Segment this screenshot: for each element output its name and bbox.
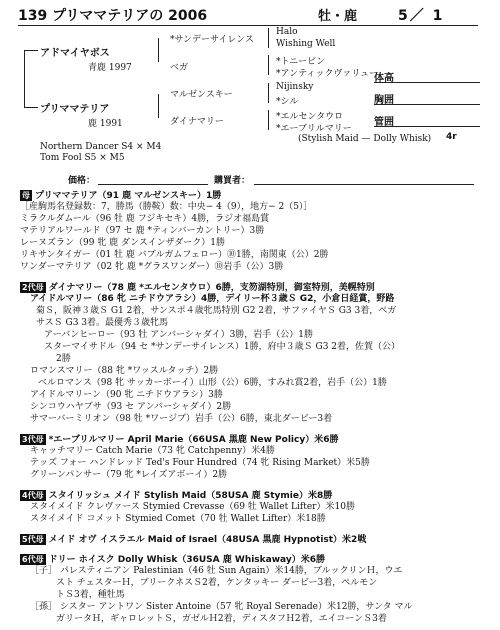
- second-dam-head-text: ダイナマリー（78 鹿 *エルセンタウロ）6勝，支笏湖特別，御室特別，美幌特別: [48, 283, 375, 293]
- fifth-dam-head-text: メイド オヴ イスラエル Maid of Israel（48USA 黒鹿 Hypnotist）米2戦: [48, 535, 367, 545]
- sixth-dam-head: [20, 554, 325, 566]
- ped-ddd: *エーブリルマリー: [276, 124, 352, 134]
- sire-bracket: [158, 38, 159, 62]
- sixth-dam-line: ［孫］ シスター アントワン Sister Antoine（57 牝 Royal Serenade）米12勝，サンタ マル: [30, 602, 413, 612]
- sd-bracket: [268, 55, 269, 75]
- cannon-label: 管囲: [374, 117, 394, 128]
- foaling-date: 5／ 1: [398, 8, 445, 24]
- ped-dss: Nijinsky: [276, 82, 314, 92]
- sixth-dam-line: トＳ3着，種牡馬: [56, 590, 125, 600]
- dam-dam: ダイナマリー: [170, 117, 224, 127]
- dam-line: リキサンタイガー（01 牡 鹿 バブルガムフェロー）⑩1勝，南関東（公）2勝: [20, 250, 329, 260]
- fifth-dam-head: [20, 534, 366, 546]
- section-tag: 4代母: [22, 491, 44, 500]
- second-dam-line: 菊Ｓ，阪神３歳Ｓ G1 2着，サンスポ４歳牝馬特別 G2 2着，サファイヤＳ G3 3着，ペガ: [36, 306, 397, 316]
- header-divider: [18, 25, 478, 26]
- second-dam-line: シンコウハヤブサ（93 セ アンバーシャダイ）2勝: [30, 402, 232, 412]
- chest-label: 胸囲: [374, 95, 394, 106]
- third-dam-line: キャッチマリー Catch Marie（73 牝 Catchpenny）米4勝: [30, 446, 275, 456]
- lot-title: 139 プリママテリアの 2006: [18, 8, 208, 24]
- dd-bracket: [268, 110, 269, 130]
- price-underline: [98, 184, 208, 185]
- second-dam-line: スターマイサドル（94 セ *サンデーサイレンス）1勝，府中３歳Ｓ G3 2着，佐賀（公）: [44, 342, 401, 352]
- second-dam-line: アーバンヒーロー（93 牡 アンバーシャダイ）3勝，岩手（公）1勝: [44, 330, 314, 340]
- section-tag: 3代母: [22, 435, 44, 444]
- buyer-underline: [254, 184, 474, 185]
- section-tag: 2代母: [22, 283, 44, 292]
- sixth-dam-line: ガリータＨ，ギャロレットＳ，ガゼルＨ2着，ディスタフＨ2着，エイコーンＳ3着: [56, 614, 387, 624]
- dam-sire: マルゼンスキー: [170, 90, 233, 100]
- ped-dsd: *シル: [276, 97, 299, 107]
- ped-sdd: *アンティックヴァリュー: [276, 69, 379, 79]
- dam-line: ワンダーマテリア（02 牝 鹿 *グラスワンダー）⑩岩手（公）3勝: [20, 262, 284, 272]
- dam-line: レーヌズラン（99 牝 鹿 ダンスインザダーク）1勝: [20, 238, 225, 248]
- section-tag: 母: [22, 191, 30, 200]
- fourth-dam-head-text: スタイリッシュ メイド Stylish Maid（58USA 鹿 Stymie）米8勝: [48, 491, 333, 501]
- fourth-dam-head: [20, 490, 332, 502]
- inbreeding-2: Tom Fool S5 × M5: [40, 153, 125, 163]
- ds-bracket: [268, 83, 269, 103]
- sire-name: アドマイヤボス: [40, 48, 110, 59]
- rating: 4r: [446, 132, 457, 142]
- second-dam-line: アイドルマリーン（90 牝 ニチドウアラシ）3勝: [30, 390, 223, 400]
- dam-head-text: プリママテリア（91 鹿 マルゼンスキー）1勝: [35, 191, 222, 201]
- price-label: 価格：: [68, 176, 96, 186]
- ped-dds: *エルセンタウロ: [276, 112, 344, 122]
- third-dam-head-text: *エーブリルマリー April Marie（66USA 黒鹿 New Policy）米6勝: [48, 435, 339, 445]
- sixth-dam-line: スト チェスターＨ，ブリークネスＳ2着，ケンタッキー ダービー3着，ペルモン: [56, 578, 378, 588]
- section-tag: 6代母: [22, 555, 44, 564]
- dam-bracket: [158, 94, 159, 118]
- sire-info: 青鹿 1997: [88, 63, 132, 73]
- second-dam-line: サスＳ G3 3着。最優秀３歳牝馬: [36, 318, 169, 328]
- sex-color: 牡・鹿: [318, 9, 358, 24]
- ped-ssd: Wishing Well: [276, 39, 336, 49]
- pedigree-bracket: [24, 50, 25, 107]
- sixth-dam-head-text: ドリー ホイスク Dolly Whisk（36USA 鹿 Whiskaway）米6勝: [48, 555, 325, 565]
- dam-name: プリママテリア: [40, 104, 110, 115]
- ped-ddd-note: (Stylish Maid — Dolly Whisk): [298, 134, 432, 144]
- buyer-label: 購買者：: [214, 176, 251, 186]
- sixth-dam-line: ［子］ パレスティニアン Palestinian（46 牡 Sun Again）米14勝，ブルックリンＨ，ウエ: [30, 566, 403, 576]
- dam-head: [20, 190, 221, 202]
- ped-sss: Halo: [276, 27, 298, 37]
- height-underline: [374, 82, 480, 83]
- height-label: 体高: [374, 73, 394, 84]
- ss-bracket: [268, 28, 269, 48]
- sire-sire: *サンデーサイレンス: [170, 35, 254, 45]
- dam-line: マテリアルワールド（97 セ 鹿 *ティンバーカントリー）3勝: [20, 226, 265, 236]
- dam-line: ミラクルダムール（96 牡 鹿 フジキセキ）4勝，ラジオ福島賞: [20, 214, 270, 224]
- chest-underline: [374, 104, 480, 105]
- third-dam-line: テッズ フォー ハンドレッド Ted's Four Hundred（74 牝 Rising Market）米5勝: [30, 458, 370, 468]
- cannon-underline: [374, 126, 480, 127]
- second-dam-line: アイドルマリー（86 牝 ニチドウアラシ）4勝，デイリー杯３歳Ｓ G2，小倉日経賞，野路: [30, 294, 395, 304]
- second-dam-line: サマーバーミリオン（98 牡 *ワージブ）岩手（公）6勝，東北ダービー3着: [30, 414, 333, 424]
- dam-line: ［産駒馬名登録数：7，勝馬（勝鞍）数：中央− 4（9），地方− 2（5）］: [20, 202, 313, 212]
- pedigree-connector: [24, 50, 38, 51]
- inbreeding-1: Northern Dancer S4 × M4: [40, 142, 162, 152]
- third-dam-head: [20, 434, 338, 446]
- sire-dam: ベガ: [170, 63, 189, 73]
- section-tag: 5代母: [22, 535, 44, 544]
- fourth-dam-line: スタイメイド コメット Stymied Comet（70 牡 Wallet Lifter）米18勝: [30, 514, 326, 524]
- second-dam-line: ベルロマンス（98 牝 サッカーボーイ）山形（公）6勝，すみれ賞2着，岩手（公）1勝: [38, 378, 387, 388]
- second-dam-line: 2勝: [56, 354, 71, 364]
- second-dam-line: ロマンスマリー（88 牝 *ワッスルタッチ）2勝: [30, 366, 219, 376]
- ped-sds: *トニービン: [276, 57, 326, 67]
- dam-info: 鹿 1991: [88, 119, 123, 129]
- fourth-dam-line: スタイメイド クレヴァース Stymied Crevasse（69 牡 Wallet Lifter）米10勝: [30, 502, 355, 512]
- second-dam-head: [20, 282, 375, 294]
- pedigree-connector: [24, 107, 38, 108]
- third-dam-line: グリーンパンサー（79 牝 *レイズアボーイ）2勝: [30, 470, 228, 480]
